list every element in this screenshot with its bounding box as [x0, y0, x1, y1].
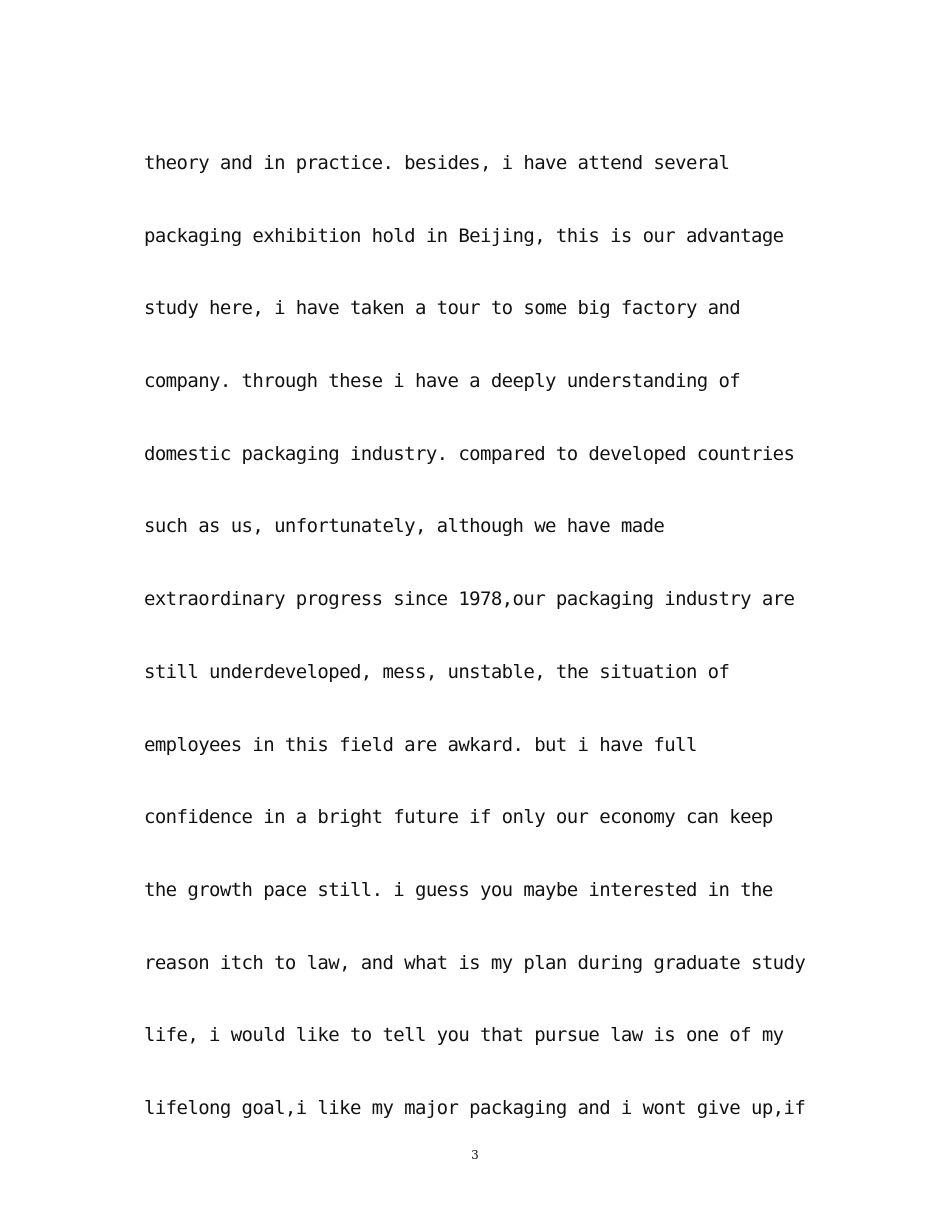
- text-line: lifelong goal,i like my major packaging and i wont give up,if: [144, 1096, 806, 1119]
- text-line: such as us, unfortunately, although we have made: [144, 515, 665, 538]
- text-line: employees in this field are awkard. but i have full: [144, 733, 697, 756]
- page-number: 3: [471, 1148, 479, 1162]
- text-line: confidence in a bright future if only our economy can keep: [144, 806, 773, 829]
- text-line: study here, i have taken a tour to some big factory and: [144, 297, 741, 320]
- text-line: the growth pace still. i guess you maybe interested in the: [144, 878, 773, 901]
- text-line: reason itch to law, and what is my plan during graduate study: [144, 951, 806, 974]
- text-line: still underdeveloped, mess, unstable, the situation of: [144, 660, 730, 683]
- text-line: life, i would like to tell you that pursue law is one of my: [144, 1024, 784, 1047]
- text-line: theory and in practice. besides, i have attend several: [144, 152, 730, 174]
- body-text: [144, 127, 844, 1145]
- text-line: domestic packaging industry. compared to developed countries: [144, 442, 795, 465]
- text-line: company. through these i have a deeply understanding of: [144, 370, 741, 393]
- text-line: packaging exhibition hold in Beijing, this is our advantage: [144, 224, 784, 247]
- text-line: extraordinary progress since 1978,our packaging industry are: [144, 588, 795, 611]
